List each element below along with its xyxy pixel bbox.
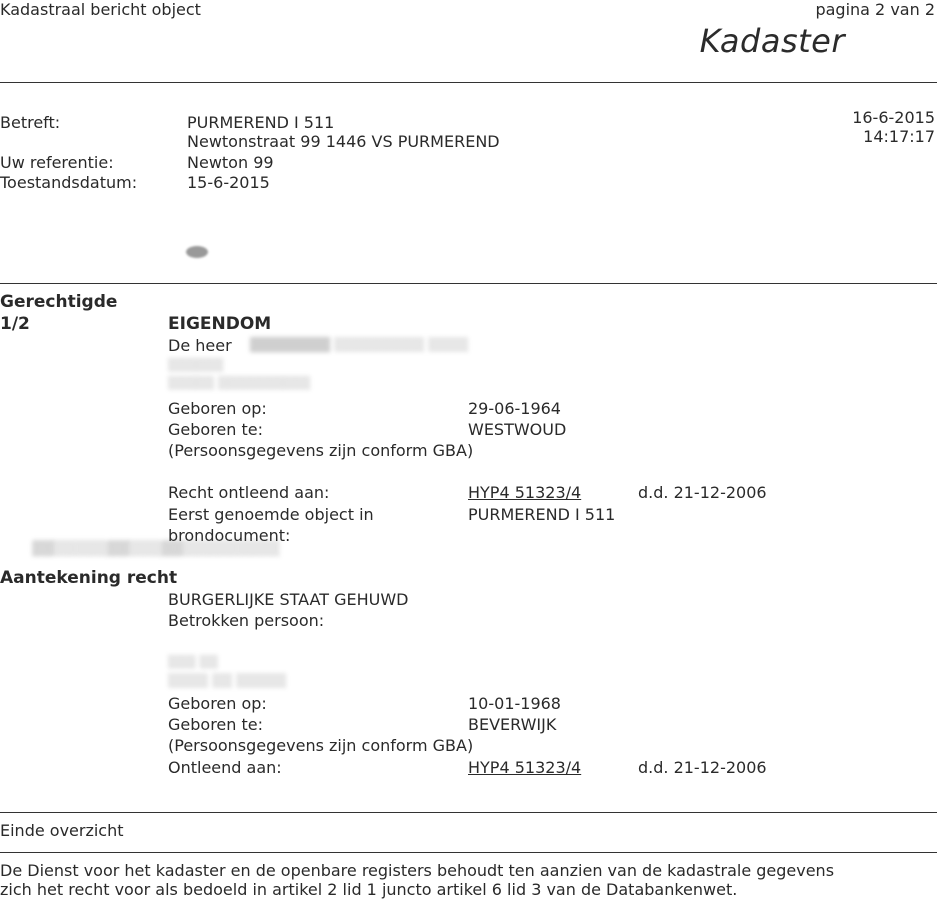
partner-derived-label: Ontleend aan: bbox=[168, 758, 282, 777]
gerechtigde-heading: Gerechtigde bbox=[0, 292, 118, 312]
betreft-address: Newtonstraat 99 1446 VS PURMEREND bbox=[187, 132, 500, 151]
first-object-value: PURMEREND I 511 bbox=[468, 505, 616, 524]
person-prefix: De heer bbox=[168, 336, 232, 355]
gba-note: (Persoonsgegevens zijn conform GBA) bbox=[168, 441, 474, 460]
end-of-overview: Einde overzicht bbox=[0, 821, 124, 840]
referentie-label: Uw referentie: bbox=[0, 153, 114, 172]
partner-born-on-value: 10-01-1968 bbox=[468, 694, 561, 713]
partner-derived-date: d.d. 21-12-2006 bbox=[638, 758, 767, 777]
redacted-address: ▒▒▒▒▒▒ bbox=[168, 358, 224, 372]
aantekening-heading: Aantekening recht bbox=[0, 568, 178, 588]
redacted-address: ▒▒▒ ▒▒ bbox=[168, 655, 218, 669]
divider bbox=[0, 812, 937, 813]
partner-born-in-value: BEVERWIJK bbox=[468, 715, 557, 734]
referentie-value: Newton 99 bbox=[187, 153, 274, 172]
divider bbox=[0, 852, 937, 853]
scan-smudge: ▓▓▒▒▒▒▒▓▓▒▒▒▓▓▒▒▒▒▒▒▒▒▒ bbox=[32, 541, 280, 557]
right-type: EIGENDOM bbox=[168, 314, 272, 334]
disclaimer-line-1: De Dienst voor het kadaster en de openbare registers behoudt ten aanzien van de kadastrale gegevens bbox=[0, 861, 835, 880]
disclaimer-line-2: zich het recht voor als bedoeld in artikel 2 lid 1 juncto artikel 6 lid 3 van de Databankenwet. bbox=[0, 880, 738, 899]
marital-status: BURGERLIJKE STAAT GEHUWD bbox=[168, 590, 409, 609]
betreft-label: Betreft: bbox=[0, 113, 61, 132]
divider bbox=[0, 82, 937, 83]
redacted-postcode: ▒▒▒▒ ▒▒ ▒▒▒▒▒ bbox=[168, 674, 287, 689]
partner-gba-note: (Persoonsgegevens zijn conform GBA) bbox=[168, 736, 474, 755]
partner-born-on-label: Geboren op: bbox=[168, 694, 267, 713]
first-object-label: Eerst genoemde object in bbox=[168, 505, 374, 524]
born-in-label: Geboren te: bbox=[168, 420, 263, 439]
page-indicator: pagina 2 van 2 bbox=[815, 0, 935, 19]
born-on-value: 29-06-1964 bbox=[468, 399, 561, 418]
kadaster-logo: Kadaster bbox=[699, 22, 845, 60]
derived-from-label: Recht ontleend aan: bbox=[168, 483, 330, 502]
toestandsdatum-value: 15-6-2015 bbox=[187, 173, 270, 192]
report-date: 16-6-2015 bbox=[852, 108, 935, 127]
derived-date: d.d. 21-12-2006 bbox=[638, 483, 767, 502]
first-object-label-cont: brondocument: bbox=[168, 526, 291, 545]
redacted-name: ████████ ▒▒▒▒▒▒▒▒▒ ▒▒▒▒ bbox=[250, 338, 469, 353]
partner-derived-document-link[interactable]: HYP4 51323/4 bbox=[468, 758, 582, 777]
scan-smudge bbox=[186, 246, 208, 258]
born-in-value: WESTWOUD bbox=[468, 420, 567, 439]
involved-person-label: Betrokken persoon: bbox=[168, 611, 325, 630]
partner-born-in-label: Geboren te: bbox=[168, 715, 263, 734]
betreft-parcel: PURMEREND I 511 bbox=[187, 113, 335, 132]
toestandsdatum-label: Toestandsdatum: bbox=[0, 173, 138, 192]
document-title: Kadastraal bericht object bbox=[0, 0, 201, 19]
born-on-label: Geboren op: bbox=[168, 399, 267, 418]
report-time: 14:17:17 bbox=[863, 127, 935, 146]
share-fraction: 1/2 bbox=[0, 314, 30, 334]
redacted-postcode: ▒▒▒▒▒ ▒▒▒▒▒▒▒▒▒▒ bbox=[168, 376, 311, 390]
derived-document-link[interactable]: HYP4 51323/4 bbox=[468, 483, 582, 502]
divider bbox=[0, 283, 937, 284]
